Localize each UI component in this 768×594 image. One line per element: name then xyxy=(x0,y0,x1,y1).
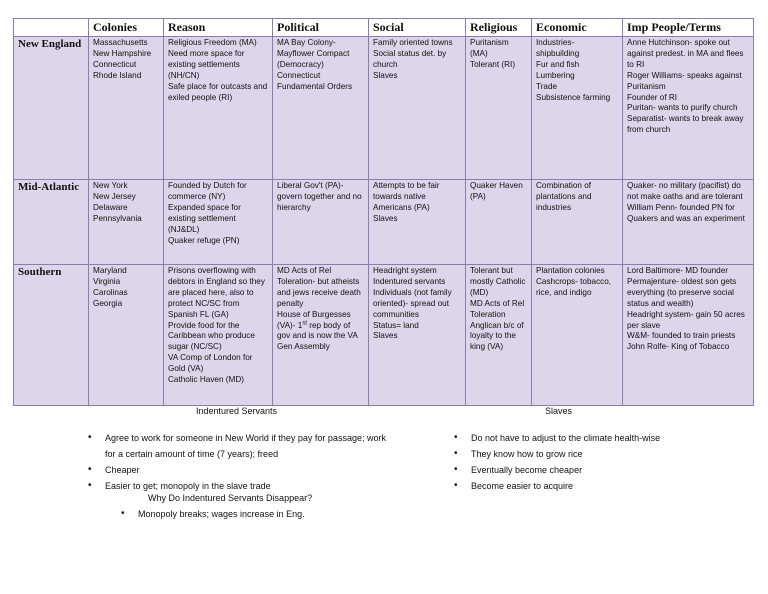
table-row-mid-atlantic xyxy=(14,180,754,265)
cell-line: Puritan- wants to purify church xyxy=(627,103,738,113)
cell-line: Massachusetts xyxy=(93,38,148,47)
cell-line: W&M- founded to train priests xyxy=(627,331,736,341)
reason-cell xyxy=(164,180,273,265)
cell-line: Founder of RI xyxy=(627,92,678,102)
cell-line: Attempts to be fair towards native Americans (PA) xyxy=(373,181,440,212)
header-blank xyxy=(14,19,89,37)
cell-line: Liberal Gov't (PA)- govern together and no hierarchy xyxy=(277,181,362,212)
table-row-new-england xyxy=(14,37,754,180)
cell-line: Trade xyxy=(536,81,558,91)
cell-line: Indentured servants xyxy=(373,276,446,286)
cell-line xyxy=(277,310,364,354)
header-reason: Reason xyxy=(164,19,273,37)
list-item: • Easier to get; monopoly in the slave trade xyxy=(88,478,388,494)
cell-line: Anglican b/c of loyalty to the king (VA) xyxy=(470,320,524,352)
cell-line: Connecticut Fundamental Orders xyxy=(277,70,353,91)
cell-line: Social status det. by church xyxy=(373,48,447,69)
cell-line: Tolerant (RI) xyxy=(470,59,516,69)
region-label: Mid-Atlantic xyxy=(14,180,89,265)
social-cell xyxy=(369,265,466,406)
cell-line: Status= land xyxy=(373,320,419,330)
cell-line: Delaware xyxy=(93,202,128,212)
cell-line: Need more space for existing settlements (NH/CN) xyxy=(168,48,245,80)
cell-line: Permajenture- oldest son gets everything (to preserve social status and wealth) xyxy=(627,276,737,308)
list-item: • They know how to grow rice xyxy=(454,446,744,462)
list-item: • Agree to work for someone in New World if they pay for passage; work for a certain amount of time (7 years); freed xyxy=(88,430,388,462)
religious-cell xyxy=(466,37,532,180)
cell-line: Separatist- wants to break away from church xyxy=(627,114,744,135)
cell-line: Mayflower Compact (Democracy) xyxy=(277,48,350,69)
cell-line: Individuals (not family oriented)- spread out communities xyxy=(373,287,452,319)
region-label: New England xyxy=(14,37,89,180)
header-colonies: Colonies xyxy=(89,19,164,37)
cell-line: Prisons overflowing with debtors in England so they are placed here, also to protect NC/SC from Spanish FL (GA) xyxy=(168,266,265,319)
cell-line: Roger Williams- speaks against Puritanism xyxy=(627,70,742,91)
cell-line: New Jersey xyxy=(93,191,136,201)
cell-line: Provide food for the Caribbean who produce sugar (NC/SC) xyxy=(168,320,255,352)
cell-line: Lord Baltimore- MD founder xyxy=(627,266,729,275)
list-item: • Monopoly breaks; wages increase in Eng. xyxy=(121,506,381,522)
cell-line: Headright system- gain 50 acres per slave xyxy=(627,309,745,330)
religious-cell xyxy=(466,265,532,406)
social-cell xyxy=(369,37,466,180)
economic-cell xyxy=(532,265,623,406)
header-political: Political xyxy=(273,19,369,37)
cell-line: Plantation colonies xyxy=(536,266,605,275)
cell-line: Industries- shipbuilding xyxy=(536,38,580,58)
cell-line: John Rolfe- King of Tobacco xyxy=(627,342,730,352)
political-cell xyxy=(273,37,369,180)
cell-line: Combination of plantations and industries xyxy=(536,181,592,212)
cell-line: Virginia xyxy=(93,276,121,286)
header-religious: Religious xyxy=(466,19,532,37)
cell-line: Slaves xyxy=(373,213,398,223)
header-social: Social xyxy=(369,19,466,37)
list-item: • Cheaper xyxy=(88,462,388,478)
region-label: Southern xyxy=(14,265,89,406)
people-terms-cell xyxy=(623,265,754,406)
list-item: • Eventually become cheaper xyxy=(454,462,744,478)
cell-line: Founded by Dutch for commerce (NY) xyxy=(168,181,247,201)
cell-line: Anne Hutchinson- spoke out against predest. in MA and flees to RI xyxy=(627,38,744,69)
indentured-servants-heading: Indentured Servants xyxy=(196,406,278,416)
social-cell xyxy=(369,180,466,265)
cell-line: Fur and fish xyxy=(536,59,580,69)
cell-line: Quaker Haven (PA) xyxy=(470,181,523,201)
reason-cell xyxy=(164,37,273,180)
political-cell xyxy=(273,265,369,406)
colonies-cell xyxy=(89,265,164,406)
table-header-row xyxy=(14,19,754,37)
cell-line: Lumbering xyxy=(536,70,575,80)
slaves-list xyxy=(454,430,744,494)
cell-line: New York xyxy=(93,181,128,190)
cell-line: William Penn- founded PN for Quakers and was an experiment xyxy=(627,202,745,223)
superscript: st xyxy=(302,319,307,326)
cell-line: Expanded space for existing settlement (NJ&DL) xyxy=(168,202,241,234)
colonies-cell xyxy=(89,180,164,265)
cell-line: Cashcrops- tobacco, rice, and indigo xyxy=(536,276,612,297)
cell-line: Pennsylvania xyxy=(93,213,142,223)
cell-line: MD Acts of Rel Toleration xyxy=(470,298,525,319)
cell-line: MD Acts of Rel Toleration- but atheists and jews receive death penalty xyxy=(277,266,361,308)
religious-cell xyxy=(466,180,532,265)
cell-line: Safe place for outcasts and exiled people (RI) xyxy=(168,81,268,102)
list-item: • Become easier to acquire xyxy=(454,478,744,494)
cell-line: Carolinas xyxy=(93,287,128,297)
political-cell xyxy=(273,180,369,265)
cell-line: Rhode Island xyxy=(93,70,142,80)
header-economic: Economic xyxy=(532,19,623,37)
colonies-comparison-table xyxy=(13,18,754,406)
cell-line: Tolerant but mostly Catholic (MD) xyxy=(470,266,526,297)
reason-cell xyxy=(164,265,273,406)
cell-line: VA Comp of London for Gold (VA) xyxy=(168,353,253,374)
cell-line: Religious Freedom (MA) xyxy=(168,38,257,47)
indentured-question: Why Do Indentured Servants Disappear? xyxy=(148,493,313,503)
indentured-servants-list xyxy=(88,430,388,494)
header-people-terms: Imp People/Terms xyxy=(623,19,754,37)
cell-line: Quaker- no military (pacifist) do not make oaths and are tolerant xyxy=(627,181,743,201)
cell-line: Catholic Haven (MD) xyxy=(168,375,244,385)
cell-text: House of Burgesses (VA)- 1 xyxy=(277,309,351,330)
indentured-sub-list xyxy=(121,506,381,522)
table-row-southern xyxy=(14,265,754,406)
cell-text: rep body of gov and is now the VA Gen Assembly xyxy=(277,320,358,352)
economic-cell xyxy=(532,37,623,180)
economic-cell xyxy=(532,180,623,265)
cell-line: Maryland xyxy=(93,266,127,275)
cell-line: Family oriented towns xyxy=(373,38,453,47)
cell-line: Subsistence farming xyxy=(536,92,611,102)
cell-line: New Hampshire xyxy=(93,48,152,58)
cell-line: Puritanism (MA) xyxy=(470,38,509,58)
cell-line: Slaves xyxy=(373,70,398,80)
people-terms-cell xyxy=(623,180,754,265)
colonies-cell xyxy=(89,37,164,180)
people-terms-cell xyxy=(623,37,754,180)
cell-line: Quaker refuge (PN) xyxy=(168,235,240,245)
cell-line: Headright system xyxy=(373,266,437,275)
cell-line: Georgia xyxy=(93,298,123,308)
list-item: • Do not have to adjust to the climate health-wise xyxy=(454,430,744,446)
cell-line: MA Bay Colony- xyxy=(277,38,336,47)
cell-line: Slaves xyxy=(373,331,398,341)
slaves-heading: Slaves xyxy=(545,406,573,416)
cell-line: Connecticut xyxy=(93,59,137,69)
